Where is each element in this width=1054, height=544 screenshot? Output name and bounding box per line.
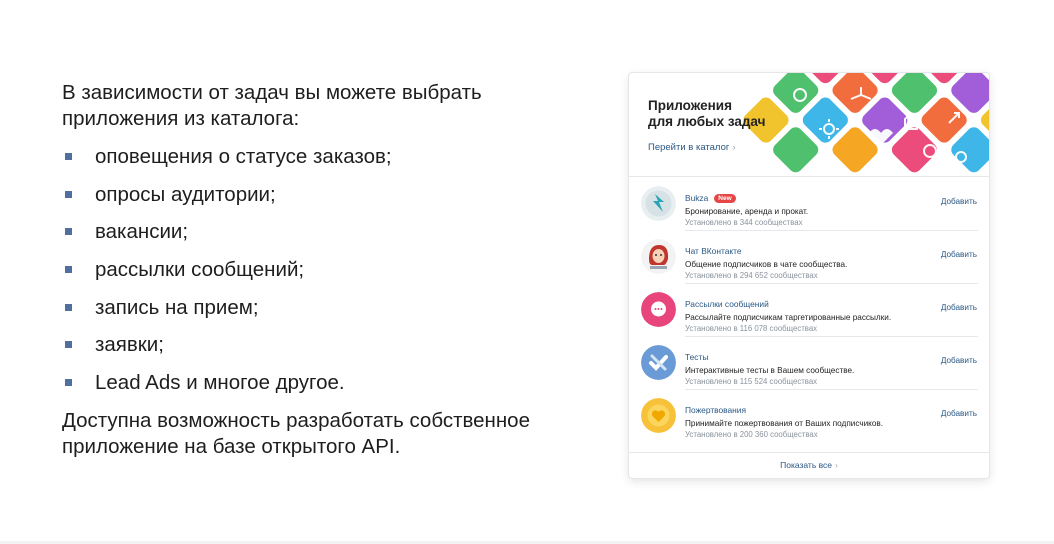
list-item[interactable] [629,230,989,283]
card-title-line2: для любых задач [648,114,766,129]
app-info [685,188,808,228]
new-badge: New [714,194,735,203]
app-installs: Установлено в 115 524 сообществах [685,377,818,386]
list-item-text: вакансии; [95,220,189,244]
intro-text: В зависимости от задач вы можете выбрать приложения из каталога: [62,81,482,130]
add-app-button[interactable]: Добавить [940,303,977,312]
app-installs: Установлено в 294 652 сообществах [685,271,818,280]
bullet-square-icon [65,153,72,160]
slide-text-block [62,80,582,460]
list-item[interactable] [629,336,989,389]
go-to-catalog-label: Перейти в каталог [648,142,730,153]
bullet-square-icon [65,191,72,198]
add-app-button[interactable]: Добавить [940,409,977,418]
bullet-square-icon [65,379,72,386]
app-name-link[interactable]: Bukza [685,193,709,203]
add-app-button[interactable]: Добавить [940,197,977,206]
card-title [648,98,765,130]
add-app-button[interactable]: Добавить [940,250,977,259]
card-footer [629,452,989,478]
app-info [685,241,847,281]
bullet-square-icon [65,304,72,311]
list-item-text: рассылки сообщений; [95,258,305,282]
list-item[interactable] [629,389,989,442]
outro-text: Доступна возможность разработать собственное приложение на базе открытого API. [62,408,530,458]
chat-girl-avatar [641,239,676,274]
app-description: Рассылайте подписчикам таргетированные рассылки. [685,313,892,322]
list-item-text: опросы аудитории; [95,182,276,206]
list-item-text: Lead Ads и многое другое. [95,371,345,395]
app-info [685,400,883,440]
list-item-text: запись на прием; [95,295,259,319]
message-bubble-icon [641,292,676,327]
list-item [62,289,582,327]
app-name-link[interactable]: Рассылки сообщений [685,299,769,309]
list-item [62,138,582,176]
app-installs: Установлено в 200 360 сообществах [685,430,818,439]
show-all-link[interactable] [780,460,838,470]
go-to-catalog-link[interactable] [648,142,736,153]
card-header [629,73,989,177]
show-all-label: Показать все [780,460,833,470]
apps-catalog-card [629,73,989,478]
app-description: Принимайте пожертвования от Ваших подписчиков. [685,419,884,428]
list-item [62,326,582,364]
apps-list [629,177,989,442]
app-description: Бронирование, аренда и прокат. [685,207,809,216]
list-item-text: оповещения о статусе заказов; [95,145,392,168]
list-item[interactable] [629,177,989,230]
bullet-square-icon [65,341,72,348]
list-item [62,176,582,214]
app-info [685,294,891,334]
app-name-link[interactable]: Пожертвования [685,405,747,415]
bullet-square-icon [65,228,72,235]
list-item [62,251,582,289]
app-installs: Установлено в 344 сообществах [685,218,803,227]
chevron-right-icon: › [835,460,838,470]
list-item [62,364,582,402]
card-title-line1: Приложения [648,98,732,113]
app-name-link[interactable]: Тесты [685,352,709,362]
app-installs: Установлено в 116 078 сообществах [685,324,818,333]
bukza-lightning-icon [641,186,676,221]
chevron-right-icon: › [732,142,736,153]
app-description: Интерактивные тесты в Вашем сообществе. [685,366,855,375]
add-app-button[interactable]: Добавить [940,356,977,365]
app-info [685,347,854,387]
list-item[interactable] [629,283,989,336]
bullet-square-icon [65,266,72,273]
app-description: Общение подписчиков в чате сообщества. [685,260,848,269]
feature-list [62,138,582,402]
list-item [62,213,582,251]
heart-icon [641,398,676,433]
list-item-text: заявки; [95,333,164,357]
app-name-link[interactable]: Чат ВКонтакте [685,246,742,256]
check-cross-icon [641,345,676,380]
